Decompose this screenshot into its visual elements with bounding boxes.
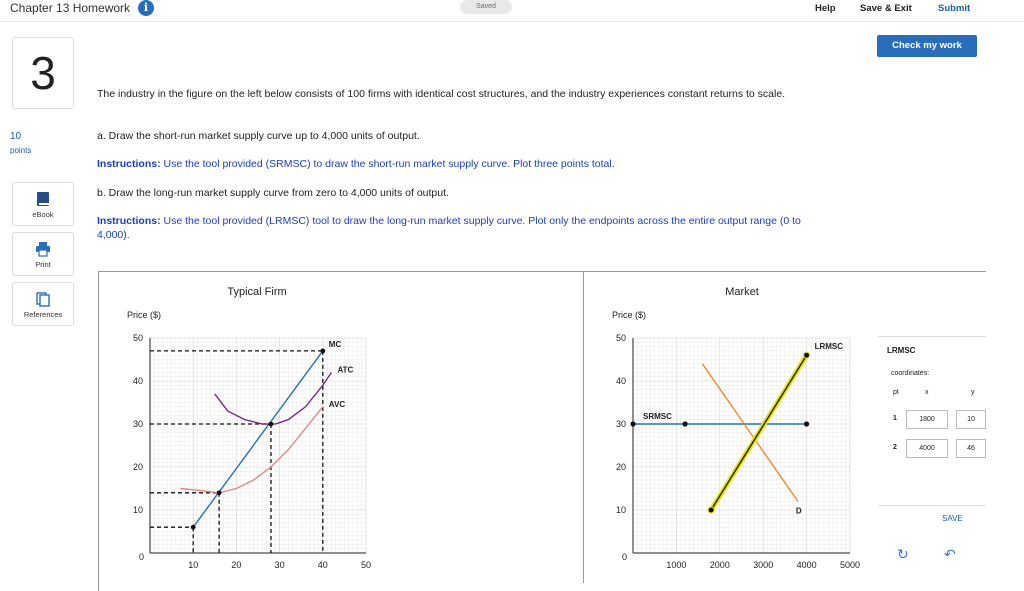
check-my-work-button[interactable]: Check my work xyxy=(877,35,977,57)
instructions-b-text: Use the tool provided (LRMSC) tool to draw the long-run market supply curve. Plot only the endpoints across the entire output range (0 to 4,000). xyxy=(97,215,801,241)
intersection-point xyxy=(217,490,222,495)
y-tick-label: 40 xyxy=(132,376,143,386)
save-exit-link[interactable]: Save & Exit xyxy=(860,3,912,14)
y-tick-label: 30 xyxy=(615,419,626,429)
y-tick-label: 20 xyxy=(132,462,143,472)
submit-link[interactable]: Submit xyxy=(938,3,971,14)
saved-status: Saved xyxy=(460,0,512,14)
x-tick-label: 40 xyxy=(317,560,328,570)
x-tick-label: 10 xyxy=(188,560,199,570)
series-label-lrmsc: LRMSC xyxy=(814,342,844,352)
series-label-mc: MC xyxy=(328,339,342,349)
y-tick-label: 0 xyxy=(138,552,144,562)
x-tick-label: 5000 xyxy=(839,560,861,570)
srmsc-point xyxy=(682,421,687,426)
references-label: References xyxy=(23,310,63,319)
x-tick-label: 3000 xyxy=(753,560,774,570)
y-tick-label: 40 xyxy=(615,376,626,386)
reset-icon[interactable]: ↻ xyxy=(897,546,909,562)
assignment-title: Chapter 13 Homework xyxy=(10,1,131,15)
y-tick-label: 20 xyxy=(615,462,626,472)
row-1-y-input[interactable]: 10 xyxy=(956,410,986,429)
instructions-b-label: Instructions: xyxy=(97,215,161,227)
row-2-pt: 2 xyxy=(893,444,897,451)
row-2-y-input[interactable]: 46 xyxy=(956,439,986,458)
y-tick-label: 30 xyxy=(132,419,143,429)
info-icon[interactable]: i xyxy=(138,0,154,16)
question-number: 3 xyxy=(12,37,74,109)
series-label-demand: D xyxy=(795,506,802,516)
y-axis-label: Price ($) xyxy=(127,310,162,320)
intersection-point xyxy=(191,525,196,530)
y-tick-label: 10 xyxy=(132,505,143,515)
x-tick-label: 20 xyxy=(231,560,242,570)
chart-title: Market xyxy=(725,286,759,298)
part-b-text: b. Draw the long-run market supply curve from zero to 4,000 units of output. xyxy=(97,187,449,199)
coordinates-label: coordinates: xyxy=(891,370,930,377)
x-tick-label: 1000 xyxy=(666,560,687,570)
chart-title: Typical Firm xyxy=(227,286,287,298)
points-value: 10 xyxy=(10,131,22,142)
x-tick-label: 30 xyxy=(274,560,285,570)
row-1-x-input[interactable]: 1800 xyxy=(906,410,948,429)
x-tick-label: 2000 xyxy=(709,560,730,570)
y-axis-label: Price ($) xyxy=(612,310,647,320)
x-tick-label: 4000 xyxy=(796,560,817,570)
row-2-x-input[interactable]: 4000 xyxy=(906,439,948,458)
lrmsc-point xyxy=(708,507,714,513)
part-a-text: a. Draw the short-run market supply curve up to 4,000 units of output. xyxy=(97,130,420,142)
ebook-label: eBook xyxy=(32,210,54,219)
y-tick-label: 10 xyxy=(615,505,626,515)
instructions-a-text: Use the tool provided (SRMSC) to draw the short-run market supply curve. Plot three points total. xyxy=(160,158,615,170)
lrmsc-point xyxy=(804,352,810,358)
undo-icon[interactable]: ↶ xyxy=(944,546,956,562)
question-intro: The industry in the figure on the left below consists of 100 firms with identical cost structures, and the industry experiences constant returns to scale. xyxy=(97,88,786,100)
series-label-atc: ATC xyxy=(337,365,354,375)
save-coordinates-button[interactable]: SAVE xyxy=(942,514,963,523)
y-tick-label: 0 xyxy=(621,552,627,562)
series-label-srmsc: SRMSC xyxy=(643,412,672,421)
col-pt-header: pt xyxy=(893,389,899,396)
y-tick-label: 50 xyxy=(615,333,626,343)
srmsc-point xyxy=(804,421,809,426)
col-y-header: y xyxy=(971,389,975,396)
x-tick-label: 50 xyxy=(360,560,372,570)
print-label: Print xyxy=(35,260,51,269)
srmsc-point xyxy=(630,421,635,426)
lrmsc-panel-title: LRMSC xyxy=(887,346,916,355)
y-tick-label: 50 xyxy=(132,333,143,343)
intersection-point xyxy=(320,349,325,354)
col-x-header: x xyxy=(925,389,929,396)
intersection-point xyxy=(269,422,274,427)
help-link[interactable]: Help xyxy=(815,3,836,14)
points-label: points xyxy=(10,146,32,155)
series-label-avc: AVC xyxy=(328,399,346,409)
instructions-a-label: Instructions: xyxy=(97,158,161,170)
row-1-pt: 1 xyxy=(893,415,897,422)
